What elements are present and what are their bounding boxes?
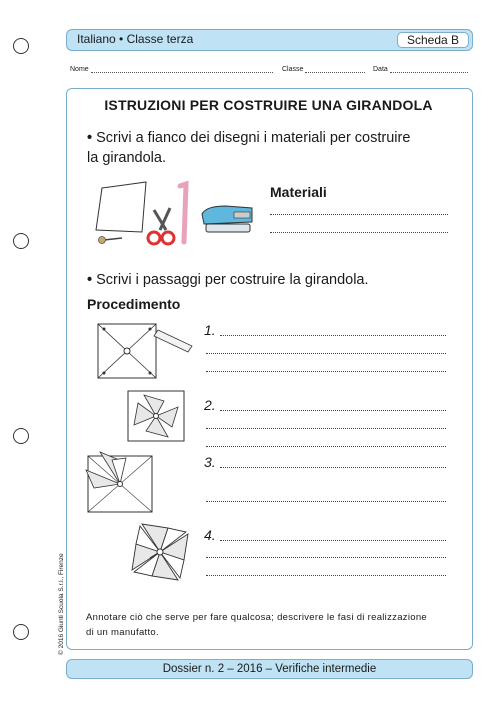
worksheet-title: ISTRUZIONI PER COSTRUIRE UNA GIRANDOLA bbox=[104, 97, 433, 113]
instruction-1-line-1: Scrivi a fianco dei disegni i materiali per costruire bbox=[96, 130, 411, 146]
objective-note-line-2: di un manufatto. bbox=[86, 627, 159, 638]
step-3-number: 3. bbox=[204, 454, 216, 470]
name-field[interactable] bbox=[70, 66, 273, 73]
sheet-badge: Scheda B bbox=[397, 32, 469, 48]
binder-hole-top bbox=[13, 38, 29, 54]
step-2-line-3[interactable] bbox=[206, 446, 446, 447]
instruction-1-line-2: la girandola. bbox=[87, 150, 166, 166]
objective-note-line-1: Annotare ciò che serve per fare qualcosa; descrivere le fasi di realizzazione bbox=[86, 612, 427, 623]
step-1-line-2[interactable] bbox=[206, 353, 446, 354]
subject-label: Italiano • Classe terza bbox=[77, 32, 194, 46]
step-1-number: 1. bbox=[204, 322, 216, 338]
step-3-illustration bbox=[82, 448, 162, 518]
materials-answer-line-1[interactable] bbox=[270, 214, 448, 215]
step-1-illustration bbox=[94, 320, 198, 382]
page-footer: Dossier n. 2 – 2016 – Verifiche intermedie bbox=[66, 659, 473, 679]
step-3-line-2[interactable] bbox=[206, 501, 446, 502]
binder-hole-lower bbox=[13, 428, 29, 444]
date-field[interactable] bbox=[373, 66, 468, 73]
step-4-line-2[interactable] bbox=[206, 557, 446, 558]
binder-hole-bottom bbox=[13, 624, 29, 640]
step-3-line-1[interactable] bbox=[220, 467, 446, 468]
step-4-number: 4. bbox=[204, 527, 216, 543]
class-field[interactable] bbox=[282, 66, 365, 73]
step-4-illustration bbox=[128, 520, 192, 584]
step-4-line-3[interactable] bbox=[206, 575, 446, 576]
procedure-label: Procedimento bbox=[87, 296, 181, 312]
step-2-number: 2. bbox=[204, 397, 216, 413]
instruction-materials bbox=[87, 128, 410, 168]
step-1-line-3[interactable] bbox=[206, 371, 446, 372]
date-label: Data bbox=[373, 66, 388, 73]
materials-label: Materiali bbox=[270, 184, 327, 200]
binder-hole-upper bbox=[13, 233, 29, 249]
page-header bbox=[66, 29, 473, 51]
instruction-steps bbox=[87, 270, 369, 290]
step-2-line-1[interactable] bbox=[220, 410, 446, 411]
step-2-illustration bbox=[124, 387, 188, 445]
objective-note bbox=[86, 610, 466, 640]
name-label: Nome bbox=[70, 66, 89, 73]
bullet-2: • bbox=[87, 272, 93, 288]
instruction-2-text: Scrivi i passaggi per costruire la girandola. bbox=[96, 272, 369, 288]
class-label: Classe bbox=[282, 66, 304, 73]
step-1-line-1[interactable] bbox=[220, 335, 446, 336]
bullet-1: • bbox=[87, 130, 93, 146]
step-4-line-1[interactable] bbox=[220, 540, 446, 541]
copyright-text: © 2016 Giunti Scuola S.r.l., Firenze bbox=[58, 553, 65, 655]
step-2-line-2[interactable] bbox=[206, 428, 446, 429]
materials-illustration bbox=[94, 180, 254, 255]
materials-answer-line-2[interactable] bbox=[270, 232, 448, 233]
